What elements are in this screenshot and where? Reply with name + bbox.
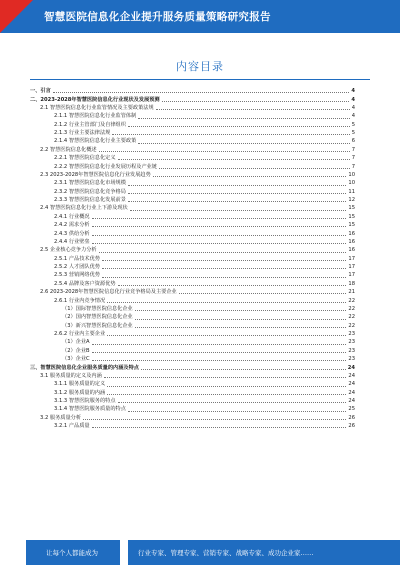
toc-entry-label: 2.3.3 智慧医院信息化发展前景: [54, 197, 126, 204]
toc-leader-dots: [92, 243, 347, 244]
toc-entry-page: 24: [348, 389, 355, 396]
toc-entry-label: 2.3.2 智慧医院信息化竞争格局: [54, 188, 126, 195]
toc-entry-page: 16: [348, 238, 355, 245]
table-of-contents: [30, 86, 355, 429]
toc-entry[interactable]: [30, 178, 355, 186]
toc-entry-page: 4: [351, 104, 355, 111]
toc-leader-dots: [107, 335, 346, 336]
toc-entry-label: 3.2 服务质量分析: [40, 414, 82, 421]
toc-entry[interactable]: [30, 329, 355, 337]
toc-entry-label: （1）企业A: [62, 339, 90, 346]
toc-leader-dots: [135, 327, 347, 328]
toc-entry-page: 7: [351, 155, 355, 162]
toc-entry-page: 16: [348, 230, 355, 237]
toc-leader-dots: [179, 293, 347, 294]
toc-leader-dots: [83, 419, 346, 420]
toc-entry[interactable]: [30, 396, 355, 404]
toc-entry-label: 2.5.4 品牌及客户资源优势: [54, 280, 116, 287]
toc-entry-label: 2.4.4 行业壁垒: [54, 238, 90, 245]
toc-entry-page: 7: [351, 146, 355, 153]
toc-entry-label: 3.1.3 智慧医院服务的特点: [54, 398, 116, 405]
toc-entry-page: 17: [348, 272, 355, 279]
toc-entry-label: （3）企业C: [62, 356, 90, 363]
toc-entry-label: 2.2.2 智慧医院信息化行业发展历程及产业链: [54, 163, 158, 170]
report-header-banner: [0, 0, 400, 33]
toc-entry-page: 4: [351, 96, 355, 103]
toc-entry[interactable]: [30, 245, 355, 253]
red-corner-accent: [0, 0, 33, 33]
toc-leader-dots: [104, 377, 347, 378]
toc-entry[interactable]: [30, 321, 355, 329]
toc-entry[interactable]: [30, 153, 355, 161]
toc-leader-dots: [102, 277, 346, 278]
toc-entry-page: 6: [351, 138, 355, 145]
toc-leader-dots: [128, 411, 346, 412]
toc-entry-page: 26: [348, 414, 355, 421]
toc-entry-page: 10: [348, 180, 355, 187]
toc-entry-page: 15: [348, 205, 355, 212]
toc-leader-dots: [53, 92, 350, 93]
toc-leader-dots: [92, 427, 347, 428]
toc-leader-dots: [92, 235, 347, 236]
toc-heading: 内容目录: [176, 60, 224, 73]
toc-entry-label: 2.3 2023-2028年智慧医院信息化行业发展趋势: [40, 171, 151, 178]
toc-leader-dots: [107, 302, 346, 303]
toc-entry-page: 23: [348, 356, 355, 363]
toc-entry[interactable]: [30, 128, 355, 136]
toc-entry-page: 25: [348, 406, 355, 413]
toc-entry[interactable]: [30, 371, 355, 379]
footer-slogan-right: 行业专家、管理专家、营销专家、战略专家、成功企业家……: [138, 549, 314, 557]
toc-entry-page: 10: [348, 171, 355, 178]
toc-leader-dots: [102, 268, 346, 269]
toc-entry-label: 2.5 企业核心竞争力分析: [40, 247, 97, 254]
toc-entry[interactable]: [30, 304, 355, 312]
toc-leader-dots: [128, 193, 346, 194]
toc-entry[interactable]: [30, 187, 355, 195]
toc-entry-page: 7: [351, 163, 355, 170]
toc-entry[interactable]: [30, 388, 355, 396]
toc-entry-page: 4: [351, 88, 355, 95]
toc-leader-dots: [128, 185, 346, 186]
toc-entry[interactable]: [30, 203, 355, 211]
toc-entry-page: 15: [348, 213, 355, 220]
toc-entry-page: 23: [348, 347, 355, 354]
toc-entry[interactable]: [30, 103, 355, 111]
toc-entry-label: 二、2023-2028年智慧医院信息化行业现状及发展预测: [30, 96, 160, 103]
toc-entry-label: 2.2 智慧医院信息化概述: [40, 146, 97, 153]
page-footer: [0, 540, 400, 565]
toc-entry-label: 3.1.2 服务质量的内涵: [54, 389, 106, 396]
toc-entry-label: 2.6.1 行业内竞争情况: [54, 297, 106, 304]
toc-entry[interactable]: [30, 237, 355, 245]
toc-leader-dots: [156, 109, 350, 110]
toc-leader-dots: [118, 285, 347, 286]
toc-entry-label: 2.4.2 需求分析: [54, 222, 90, 229]
toc-entry-label: 2.5.2 人才团队优势: [54, 264, 100, 271]
toc-entry-label: 2.2.1 智慧医院信息化定义: [54, 155, 116, 162]
toc-entry[interactable]: [30, 295, 355, 303]
toc-entry-label: 2.1.1 智慧医院信息化行业监管体制: [54, 113, 137, 120]
toc-leader-dots: [141, 369, 346, 370]
toc-entry[interactable]: [30, 212, 355, 220]
toc-entry[interactable]: [30, 228, 355, 236]
toc-entry[interactable]: [30, 161, 355, 169]
toc-entry-page: 22: [348, 305, 355, 312]
toc-leader-dots: [92, 352, 347, 353]
toc-entry[interactable]: [30, 145, 355, 153]
toc-entry[interactable]: [30, 86, 355, 94]
toc-entry[interactable]: [30, 404, 355, 412]
toc-entry-label: （3）新兴智慧医院信息化企业: [62, 322, 133, 329]
toc-entry[interactable]: [30, 421, 355, 429]
toc-entry-page: 26: [348, 423, 355, 430]
footer-separator: [120, 540, 128, 565]
toc-entry-label: 2.1.4 智慧医院信息化行业主要政策: [54, 138, 137, 145]
toc-entry-label: 2.4.1 行业概况: [54, 213, 90, 220]
toc-leader-dots: [99, 252, 347, 253]
toc-entry-page: 16: [348, 247, 355, 254]
toc-entry[interactable]: [30, 254, 355, 262]
footer-slogan-left: 让每个人都能成为: [46, 549, 98, 557]
toc-entry-page: 11: [348, 188, 355, 195]
toc-leader-dots: [135, 319, 347, 320]
toc-entry[interactable]: [30, 195, 355, 203]
toc-entry-page: 22: [348, 314, 355, 321]
toc-entry-label: 2.1 智慧医院信息化行业监管情况及主要政策法规: [40, 104, 154, 111]
toc-entry-page: 24: [348, 398, 355, 405]
toc-entry-page: 12: [348, 197, 355, 204]
toc-entry-page: 23: [348, 339, 355, 346]
toc-entry-label: 一、引言: [30, 88, 51, 95]
toc-entry-page: 22: [348, 297, 355, 304]
toc-entry-label: 2.5.1 产品技术优势: [54, 255, 100, 262]
toc-leader-dots: [99, 151, 350, 152]
toc-entry-label: （2）国内智慧医院信息化企业: [62, 314, 133, 321]
toc-entry-label: （1）国际智慧医院信息化企业: [62, 305, 133, 312]
toc-leader-dots: [128, 126, 350, 127]
toc-leader-dots: [92, 344, 347, 345]
toc-entry-label: 2.1.3 行业主要法律法规: [54, 130, 111, 137]
toc-entry[interactable]: [30, 262, 355, 270]
footer-left-notch: [0, 540, 26, 565]
toc-leader-dots: [128, 201, 346, 202]
toc-entry-page: 24: [347, 364, 355, 371]
toc-entry-label: 3.1.4 智慧医院服务质量的特点: [54, 406, 126, 413]
toc-entry-label: 2.1.2 行业主管部门及自律组织: [54, 121, 126, 128]
toc-entry[interactable]: [30, 94, 355, 102]
toc-entry-page: 22: [348, 322, 355, 329]
toc-entry[interactable]: [30, 337, 355, 345]
toc-entry[interactable]: [30, 379, 355, 387]
toc-entry-label: 2.6 2023-2028年智慧医院信息化行业竞争格局及主要企业: [40, 289, 177, 296]
toc-entry-label: 2.3.1 智慧医院信息化市场规模: [54, 180, 126, 187]
toc-entry-label: 2.4.3 供给分析: [54, 230, 90, 237]
toc-leader-dots: [138, 118, 349, 119]
toc-leader-dots: [135, 310, 347, 311]
toc-entry[interactable]: [30, 312, 355, 320]
toc-entry[interactable]: [30, 346, 355, 354]
toc-entry[interactable]: [30, 287, 355, 295]
toc-leader-dots: [107, 394, 346, 395]
toc-leader-dots: [92, 226, 347, 227]
toc-entry[interactable]: [30, 220, 355, 228]
toc-heading-divider: [30, 79, 370, 80]
toc-entry[interactable]: [30, 354, 355, 362]
toc-leader-dots: [159, 168, 350, 169]
toc-leader-dots: [153, 176, 347, 177]
toc-leader-dots: [107, 386, 346, 387]
toc-leader-dots: [130, 210, 347, 211]
toc-leader-dots: [92, 360, 347, 361]
toc-entry-label: 三、智慧医院信息化企业服务质量的内涵及特点: [30, 364, 139, 371]
toc-entry[interactable]: [30, 279, 355, 287]
toc-entry-label: 3.2.1 产品质量: [54, 423, 90, 430]
toc-entry-label: 3.1 服务质量的定义及内涵: [40, 372, 102, 379]
toc-entry-label: 3.1.1 服务质量的定义: [54, 381, 106, 388]
toc-entry-page: 24: [348, 372, 355, 379]
toc-entry-page: 5: [351, 130, 355, 137]
toc-entry-page: 21: [348, 289, 355, 296]
toc-leader-dots: [138, 143, 349, 144]
toc-entry[interactable]: [30, 136, 355, 144]
toc-entry-page: 18: [348, 280, 355, 287]
toc-entry[interactable]: [30, 170, 355, 178]
toc-entry-page: 5: [351, 121, 355, 128]
toc-leader-dots: [118, 402, 347, 403]
toc-entry-label: 2.5.3 营销网络优势: [54, 272, 100, 279]
report-title: 智慧医院信息化企业提升服务质量策略研究报告: [44, 11, 271, 23]
toc-leader-dots: [162, 101, 350, 102]
toc-leader-dots: [92, 218, 347, 219]
toc-entry[interactable]: [30, 413, 355, 421]
toc-leader-dots: [118, 159, 350, 160]
toc-entry-page: 24: [348, 381, 355, 388]
toc-entry[interactable]: [30, 111, 355, 119]
toc-entry[interactable]: [30, 270, 355, 278]
toc-entry-page: 15: [348, 222, 355, 229]
toc-leader-dots: [102, 260, 346, 261]
toc-entry[interactable]: [30, 120, 355, 128]
toc-entry-page: 4: [351, 113, 355, 120]
toc-entry-label: （2）企业B: [62, 347, 90, 354]
toc-entry-page: 17: [348, 255, 355, 262]
toc-leader-dots: [112, 134, 349, 135]
toc-entry-page: 17: [348, 264, 355, 271]
toc-entry[interactable]: [30, 362, 355, 370]
toc-entry-label: 2.4 智慧医院信息化行业上下游及现状: [40, 205, 128, 212]
toc-entry-label: 2.6.2 行业内主要企业: [54, 331, 106, 338]
toc-entry-page: 23: [348, 331, 355, 338]
